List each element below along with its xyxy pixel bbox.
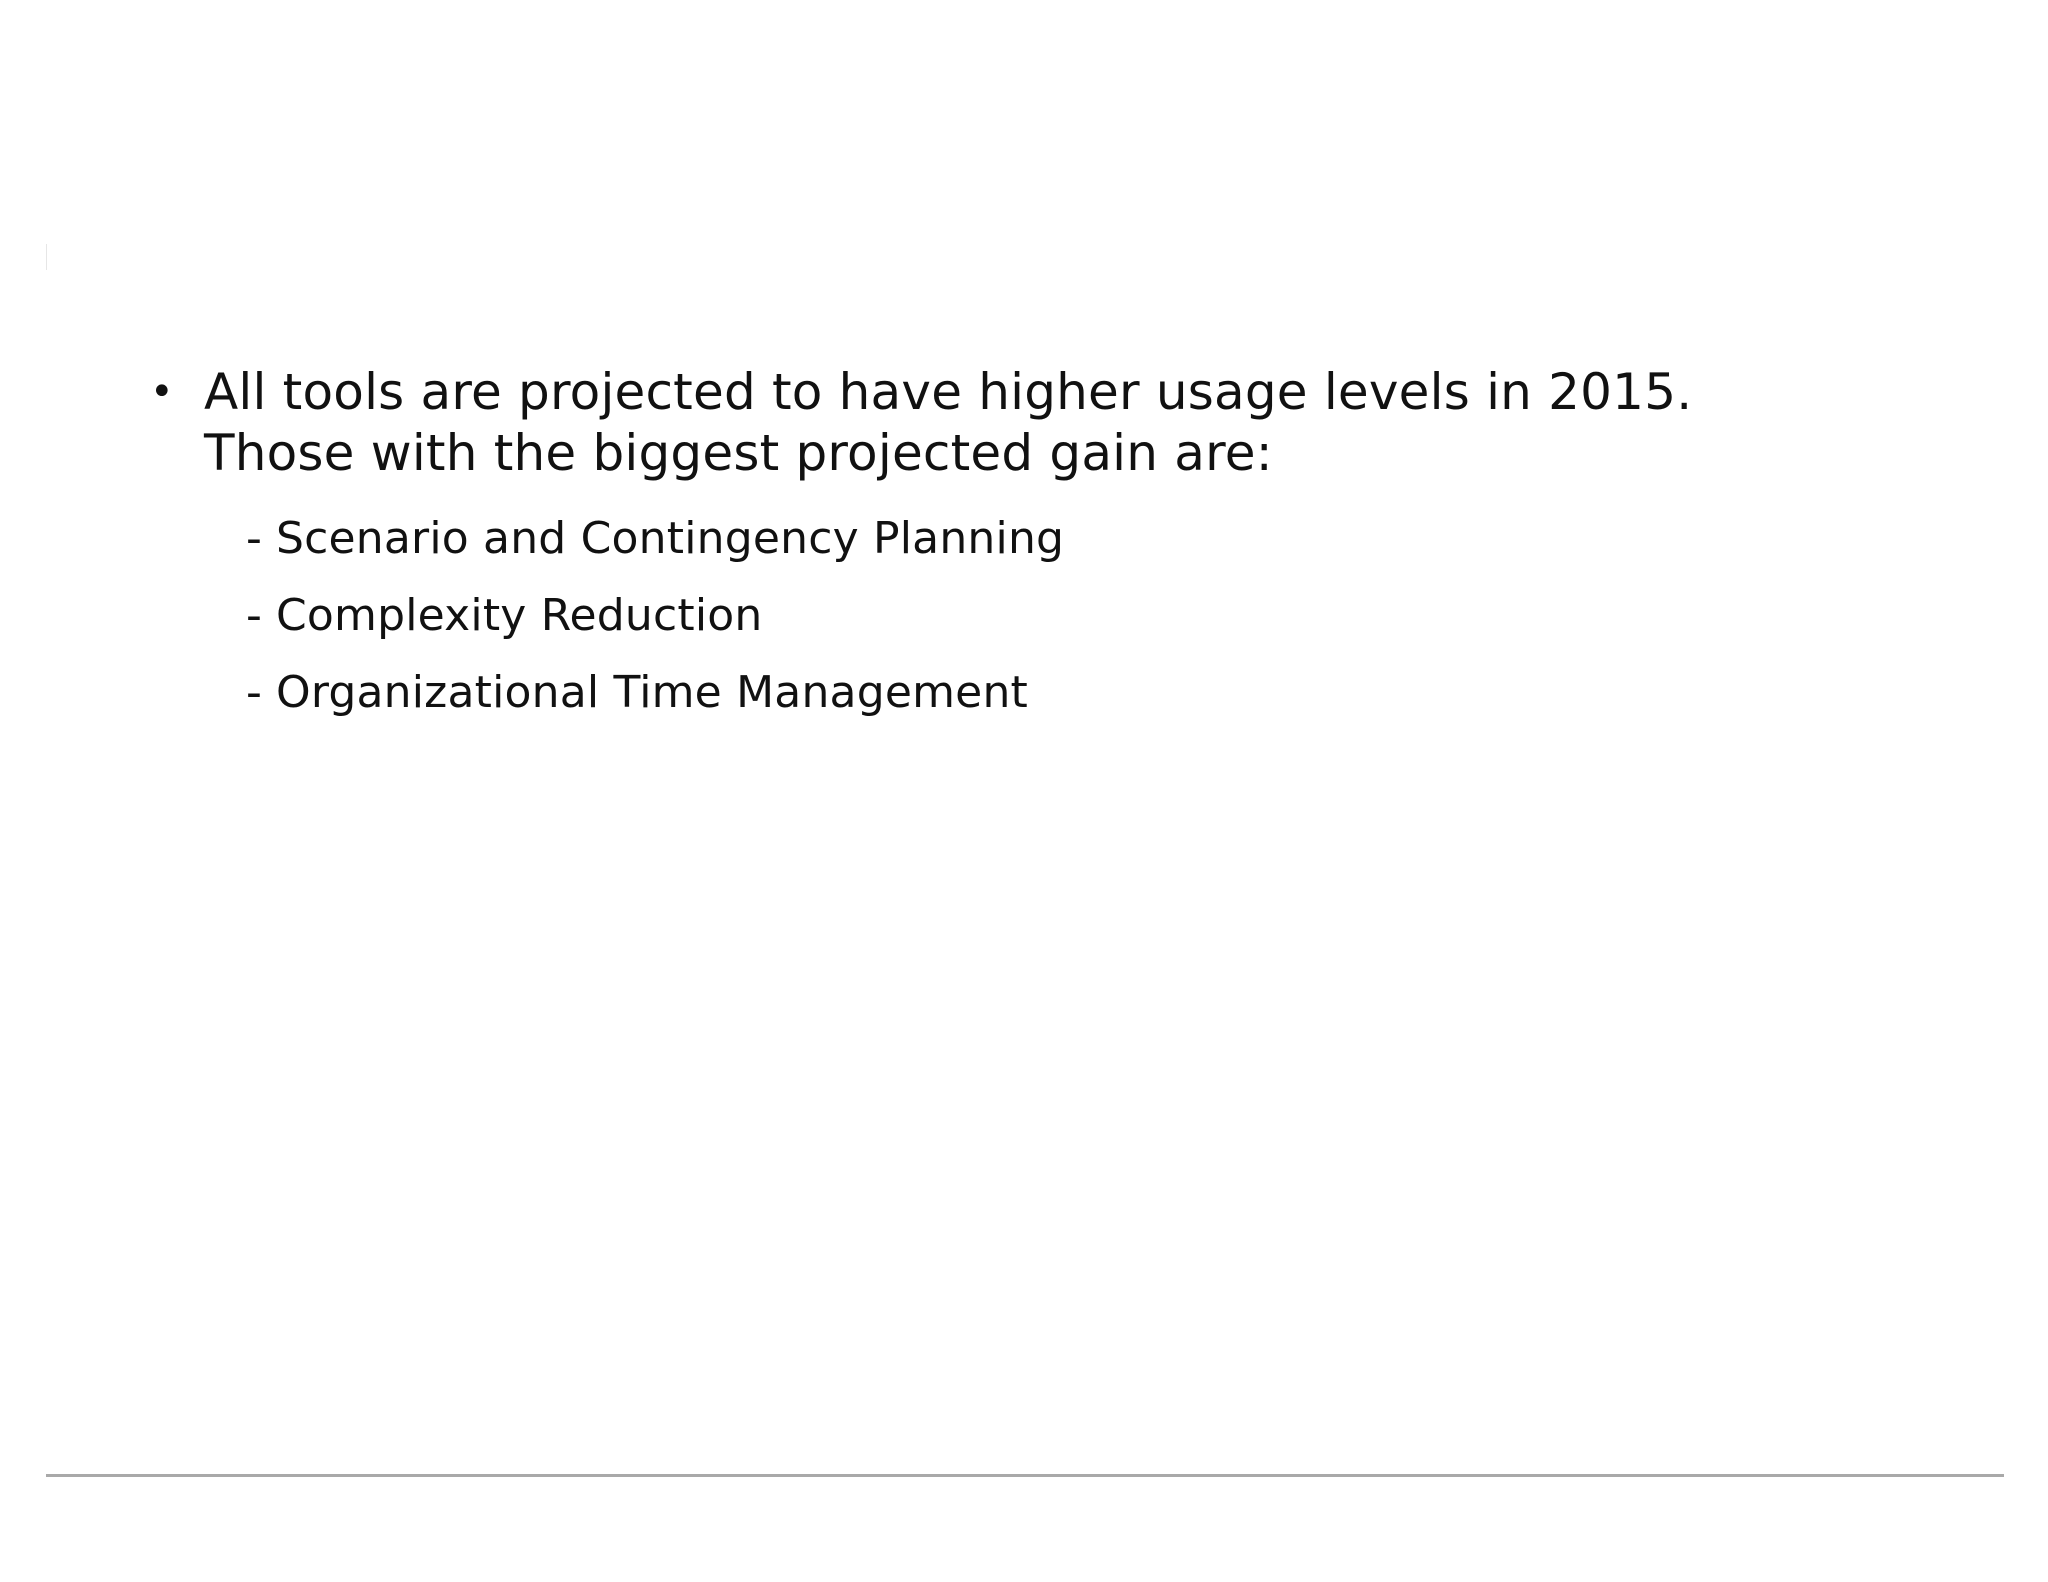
main-bullet-item [148,362,1848,484]
sub-bullet-list [246,500,1848,731]
dash-marker: - [246,512,262,564]
sub-bullet-text: Complexity Reduction [276,589,763,641]
main-bullet-text: All tools are projected to have higher usage levels in 2015. Those with the biggest projected gain are: [204,363,1693,482]
bullet-marker: • [150,369,174,415]
sub-bullet-text: Scenario and Contingency Planning [276,512,1065,564]
dash-marker: - [246,666,262,718]
footer-divider [46,1474,2004,1477]
sub-bullet-item [246,577,1848,654]
dash-marker: - [246,589,262,641]
slide-edge-mark [46,244,47,270]
sub-bullet-item [246,500,1848,577]
slide-content [148,362,1848,731]
sub-bullet-item [246,654,1848,731]
sub-bullet-text: Organizational Time Management [276,666,1028,718]
